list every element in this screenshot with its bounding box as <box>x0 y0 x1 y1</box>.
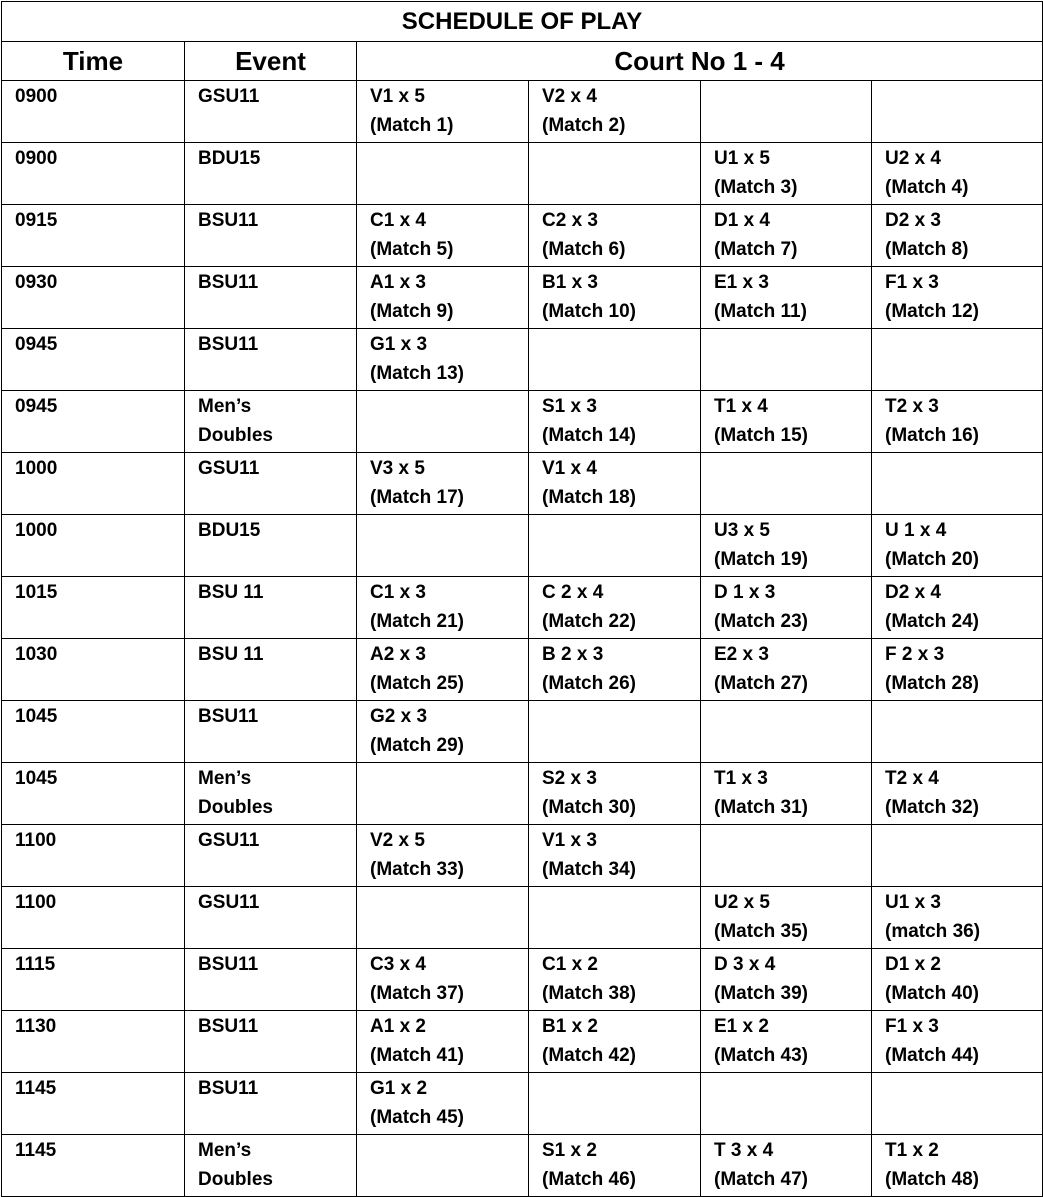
court-4-cell <box>872 329 1043 391</box>
court-4-cell <box>872 81 1043 143</box>
court-2-cell <box>529 1073 701 1135</box>
time-cell: 1045 <box>2 763 185 825</box>
table-row <box>2 267 1043 329</box>
court-1-cell: A1 x 3 (Match 9) <box>357 267 529 329</box>
court-2-cell <box>529 329 701 391</box>
court-2-cell <box>529 701 701 763</box>
court-1-cell: V3 x 5 (Match 17) <box>357 453 529 515</box>
event-cell: BSU11 <box>185 329 357 391</box>
court-4-cell: T2 x 3 (Match 16) <box>872 391 1043 453</box>
time-cell: 1130 <box>2 1011 185 1073</box>
table-row <box>2 639 1043 701</box>
court-4-cell: F 2 x 3 (Match 28) <box>872 639 1043 701</box>
time-cell: 1100 <box>2 825 185 887</box>
table-row <box>2 763 1043 825</box>
table-row <box>2 949 1043 1011</box>
court-4-cell: U2 x 4 (Match 4) <box>872 143 1043 205</box>
court-1-cell: C1 x 4 (Match 5) <box>357 205 529 267</box>
court-3-cell: U1 x 5 (Match 3) <box>701 143 872 205</box>
court-3-cell: T1 x 4 (Match 15) <box>701 391 872 453</box>
court-2-cell <box>529 143 701 205</box>
time-cell: 1115 <box>2 949 185 1011</box>
court-2-cell: V1 x 4 (Match 18) <box>529 453 701 515</box>
court-3-cell <box>701 453 872 515</box>
time-cell: 0945 <box>2 391 185 453</box>
time-cell: 1100 <box>2 887 185 949</box>
table-row <box>2 205 1043 267</box>
court-2-cell: B 2 x 3 (Match 26) <box>529 639 701 701</box>
courts-column-header: Court No 1 - 4 <box>357 42 1043 81</box>
table-row <box>2 391 1043 453</box>
event-cell: BSU 11 <box>185 639 357 701</box>
event-cell: BSU11 <box>185 267 357 329</box>
court-1-cell: C3 x 4 (Match 37) <box>357 949 529 1011</box>
court-4-cell: F1 x 3 (Match 44) <box>872 1011 1043 1073</box>
court-4-cell: U 1 x 4 (Match 20) <box>872 515 1043 577</box>
event-cell: GSU11 <box>185 887 357 949</box>
court-1-cell: A2 x 3 (Match 25) <box>357 639 529 701</box>
court-1-cell <box>357 1135 529 1197</box>
court-1-cell <box>357 391 529 453</box>
court-2-cell: B1 x 3 (Match 10) <box>529 267 701 329</box>
table-row <box>2 453 1043 515</box>
event-cell: Men’s Doubles <box>185 1135 357 1197</box>
schedule-table <box>1 1 1043 1197</box>
table-row <box>2 577 1043 639</box>
table-row <box>2 329 1043 391</box>
court-1-cell: C1 x 3 (Match 21) <box>357 577 529 639</box>
event-cell: BSU11 <box>185 205 357 267</box>
header-row <box>2 42 1043 81</box>
court-2-cell <box>529 515 701 577</box>
event-cell: Men’s Doubles <box>185 763 357 825</box>
court-1-cell <box>357 515 529 577</box>
event-cell: BDU15 <box>185 143 357 205</box>
table-row <box>2 143 1043 205</box>
schedule-body <box>2 81 1043 1197</box>
event-cell: BSU 11 <box>185 577 357 639</box>
court-3-cell: T 3 x 4 (Match 47) <box>701 1135 872 1197</box>
time-cell: 1045 <box>2 701 185 763</box>
court-1-cell: G2 x 3 (Match 29) <box>357 701 529 763</box>
time-cell: 1030 <box>2 639 185 701</box>
time-cell: 0915 <box>2 205 185 267</box>
court-4-cell <box>872 1073 1043 1135</box>
court-4-cell: T2 x 4 (Match 32) <box>872 763 1043 825</box>
court-3-cell: E2 x 3 (Match 27) <box>701 639 872 701</box>
time-cell: 0900 <box>2 143 185 205</box>
court-3-cell: D1 x 4 (Match 7) <box>701 205 872 267</box>
time-cell: 0900 <box>2 81 185 143</box>
table-row <box>2 515 1043 577</box>
court-3-cell: U3 x 5 (Match 19) <box>701 515 872 577</box>
title-row <box>2 2 1043 42</box>
court-2-cell <box>529 887 701 949</box>
event-cell: BSU11 <box>185 701 357 763</box>
court-2-cell: S2 x 3 (Match 30) <box>529 763 701 825</box>
court-2-cell: C1 x 2 (Match 38) <box>529 949 701 1011</box>
court-2-cell: S1 x 2 (Match 46) <box>529 1135 701 1197</box>
court-4-cell: D2 x 4 (Match 24) <box>872 577 1043 639</box>
court-4-cell: D1 x 2 (Match 40) <box>872 949 1043 1011</box>
court-4-cell <box>872 453 1043 515</box>
event-cell: BSU11 <box>185 1073 357 1135</box>
court-4-cell <box>872 825 1043 887</box>
court-1-cell: V1 x 5 (Match 1) <box>357 81 529 143</box>
court-2-cell: C 2 x 4 (Match 22) <box>529 577 701 639</box>
court-2-cell: V2 x 4 (Match 2) <box>529 81 701 143</box>
court-1-cell <box>357 763 529 825</box>
table-row <box>2 81 1043 143</box>
court-1-cell <box>357 143 529 205</box>
table-row <box>2 1135 1043 1197</box>
table-row <box>2 1073 1043 1135</box>
court-3-cell: E1 x 3 (Match 11) <box>701 267 872 329</box>
event-cell: BSU11 <box>185 949 357 1011</box>
time-cell: 0945 <box>2 329 185 391</box>
court-4-cell <box>872 701 1043 763</box>
court-3-cell <box>701 701 872 763</box>
event-cell: Men’s Doubles <box>185 391 357 453</box>
time-cell: 1015 <box>2 577 185 639</box>
time-cell: 0930 <box>2 267 185 329</box>
court-2-cell: S1 x 3 (Match 14) <box>529 391 701 453</box>
court-3-cell: D 1 x 3 (Match 23) <box>701 577 872 639</box>
event-cell: GSU11 <box>185 825 357 887</box>
court-1-cell: V2 x 5 (Match 33) <box>357 825 529 887</box>
court-2-cell: C2 x 3 (Match 6) <box>529 205 701 267</box>
court-2-cell: B1 x 2 (Match 42) <box>529 1011 701 1073</box>
event-cell: BDU15 <box>185 515 357 577</box>
schedule-title: SCHEDULE OF PLAY <box>2 2 1043 42</box>
court-4-cell: F1 x 3 (Match 12) <box>872 267 1043 329</box>
time-cell: 1145 <box>2 1073 185 1135</box>
court-2-cell: V1 x 3 (Match 34) <box>529 825 701 887</box>
court-1-cell: A1 x 2 (Match 41) <box>357 1011 529 1073</box>
court-3-cell <box>701 1073 872 1135</box>
court-4-cell: U1 x 3 (match 36) <box>872 887 1043 949</box>
court-1-cell: G1 x 3 (Match 13) <box>357 329 529 391</box>
court-3-cell <box>701 329 872 391</box>
event-cell: GSU11 <box>185 453 357 515</box>
time-cell: 1000 <box>2 515 185 577</box>
court-3-cell: T1 x 3 (Match 31) <box>701 763 872 825</box>
event-column-header: Event <box>185 42 357 81</box>
time-cell: 1000 <box>2 453 185 515</box>
court-1-cell: G1 x 2 (Match 45) <box>357 1073 529 1135</box>
table-row <box>2 825 1043 887</box>
court-3-cell: E1 x 2 (Match 43) <box>701 1011 872 1073</box>
court-3-cell <box>701 81 872 143</box>
court-4-cell: D2 x 3 (Match 8) <box>872 205 1043 267</box>
table-row <box>2 887 1043 949</box>
table-row <box>2 1011 1043 1073</box>
event-cell: BSU11 <box>185 1011 357 1073</box>
court-3-cell <box>701 825 872 887</box>
time-column-header: Time <box>2 42 185 81</box>
court-3-cell: U2 x 5 (Match 35) <box>701 887 872 949</box>
court-3-cell: D 3 x 4 (Match 39) <box>701 949 872 1011</box>
court-1-cell <box>357 887 529 949</box>
table-row <box>2 701 1043 763</box>
event-cell: GSU11 <box>185 81 357 143</box>
court-4-cell: T1 x 2 (Match 48) <box>872 1135 1043 1197</box>
time-cell: 1145 <box>2 1135 185 1197</box>
